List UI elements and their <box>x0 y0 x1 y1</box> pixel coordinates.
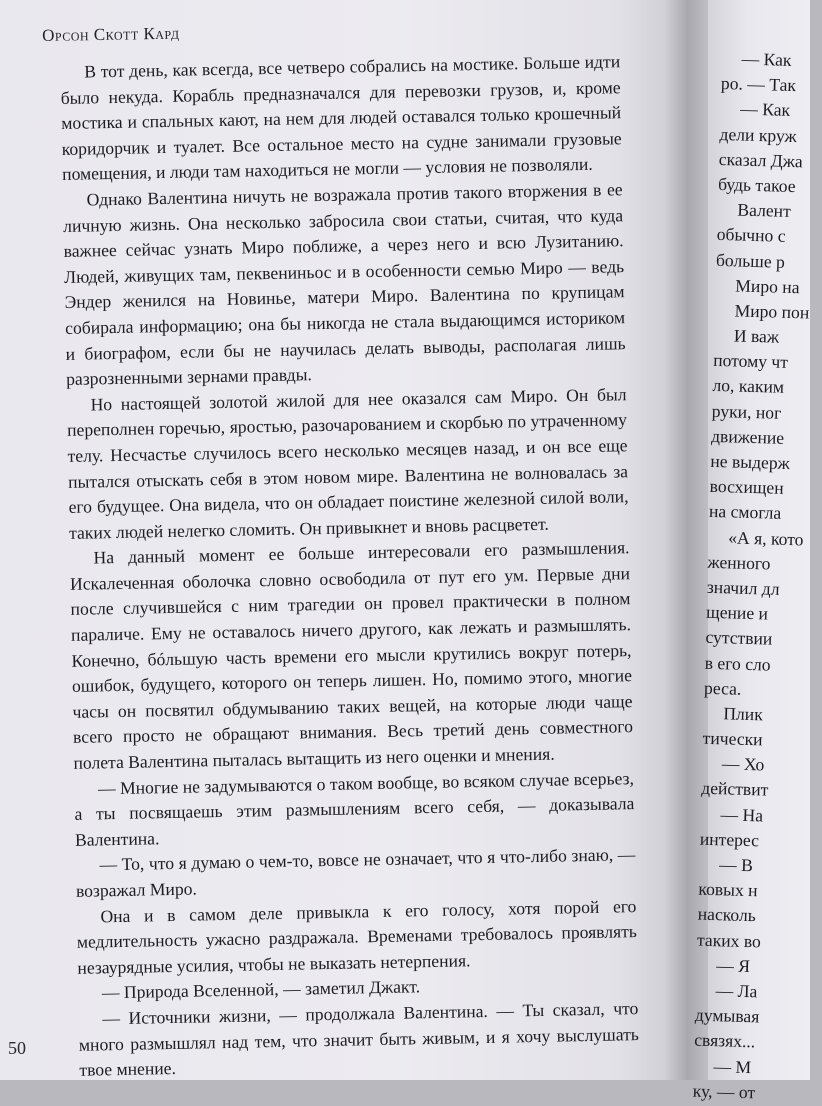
right-page-line: действит <box>700 778 769 801</box>
paragraph: На данный момент ее больше интересовали его размышления. Искалеченная оболочка словно освободила от пут его ум. Первые дни после случившейся с ним трагедии он провел практически в полном параличе. Ему не оставалось ничего другого, как лежать и размышлять. Конечно, бóльшую часть времени его мысли крутились вокруг потерь, ошибок, будущего, которого он теперь лишен. Но, помимо этого, многие часы он посвятил обдумыванию таких вещей, на которые люди чаще всего просто не обращают внимания. Весь третий день совместного полета Валентина пыталась вытащить из него оценки и мнения. <box>69 537 634 773</box>
right-page-line: обычно с <box>716 224 786 247</box>
right-page-line: И важ <box>733 325 780 347</box>
right-page-line: дели круж <box>719 123 797 146</box>
right-page-line: руки, ног <box>711 400 782 423</box>
right-page-line: Плик <box>723 703 764 725</box>
paragraph: Но настоящей золотой жилой для нее оказался сам Миро. Он был переполнен горечью, яростью, разочарованием и скорбью по утраченному телу. Несчастье случилось всего несколько месяцев назад, и он все еще пытался отыскать себя в этом новом мире. Валентина не волновалась за его будущее. Она видела, что он обладает поистине железной силой воли, таких людей нелегко сломить. Он привыкнет и вновь расцветет. <box>66 383 629 543</box>
right-page-line: восхищен <box>709 476 784 499</box>
right-page-line: тически <box>702 727 763 750</box>
paragraph: В тот день, как всегда, все четверо собрались на мостике. Больше идти было некуда. Корабль предназначался для перевозки грузов, и, кроме мостика и спальных кают, на нем для людей оставался только крошечный коридорчик и туалет. Все остальное место на судне занимали грузовые помещения, и люди там находиться не могли — условия не позволяли. <box>60 51 622 185</box>
right-page-line: Миро пон <box>734 300 810 323</box>
right-page-line: — Хо <box>721 753 765 775</box>
right-page-line: Валент <box>737 199 792 222</box>
right-page-line: насколь <box>697 904 757 926</box>
right-page-line: думывая <box>694 1004 760 1027</box>
right-page-line: — Как <box>739 98 791 121</box>
right-page-line: в его сло <box>704 652 771 675</box>
right-page-line: потому чт <box>712 350 789 373</box>
right-page-line: сутствии <box>705 627 773 649</box>
paragraph: — Природа Вселенной, — заметил Джакт. <box>101 976 421 1003</box>
right-page-line: не выдерж <box>710 450 791 474</box>
right-page-line: щение и <box>705 601 769 624</box>
right-page-line: сказал Джа <box>718 148 804 172</box>
right-page-line: ло, каким <box>712 375 785 398</box>
right-page-line: — Я <box>716 954 751 976</box>
right-page-line: движение <box>710 425 785 448</box>
right-page-line: Миро на <box>735 275 800 297</box>
right-page-line: значил дл <box>706 576 780 599</box>
page-number: 50 <box>8 1038 26 1058</box>
right-page-line: — На <box>720 803 764 826</box>
right-page-line: «А я, кото <box>728 526 804 550</box>
right-page-line: связях... <box>693 1029 756 1052</box>
right-page-line: будь такое <box>717 173 796 197</box>
right-page-line: ковых н <box>698 878 758 901</box>
paragraph: — Источники жизни, — продолжала Валентина. — Ты сказал, что много размышлял над тем, что значит быть живым, и я хочу выслушать твое мнение. <box>78 998 639 1080</box>
right-page-line: ро. — Так <box>720 73 797 96</box>
right-page-line: таких во <box>696 929 762 951</box>
right-page-line: больше р <box>715 249 786 272</box>
body-text <box>60 49 640 1083</box>
right-page-line: женного <box>707 551 771 574</box>
right-page-line: — Ла <box>715 980 758 1002</box>
right-page-line: — Как <box>741 48 792 70</box>
paragraph: Она и в самом деле привыкла к его голосу, хотя порой его медлительность ужасно раздражала. Временами требовалось проявлять незаурядные усилия, чтобы не выказать нетерпения. <box>76 895 638 978</box>
running-head: Орсон Скотт Кард <box>42 23 180 45</box>
paragraph: Однако Валентина ничуть не возражала против такого вторжения в ее личную жизнь. Она несколько забросила свои статьи, считая, что куда важнее сейчас узнать Миро поближе, а через него и всю Лузитанию. Людей, живущих там, пеквениньос и в особенности семью Миро — ведь Эндер женился на Новинье, матери Миро. Валентина по крупицам собирала информацию; она бы никогда не стала выдающимся историком и биографом, если бы не научилась делать выводы, располагая лишь разрозненными зернами правды. <box>62 179 626 390</box>
right-page-line: реса. <box>703 677 742 699</box>
right-page-line: — М <box>713 1055 752 1077</box>
paragraph: — То, что я думаю о чем-то, вовсе не означает, что я что-либо знаю, — возражал Миро. <box>75 844 636 901</box>
right-page-line: — В <box>718 854 754 876</box>
paragraph: — Многие не задумываются о таком вообще, во всяком случае всерьез, а ты посвящаешь этим размышлениям всего себя, — доказывала Валентина. <box>74 767 635 850</box>
right-page-line: ку, — от <box>692 1080 756 1103</box>
right-page-line: на смогла <box>708 501 782 524</box>
right-page-line: интерес <box>699 828 760 851</box>
